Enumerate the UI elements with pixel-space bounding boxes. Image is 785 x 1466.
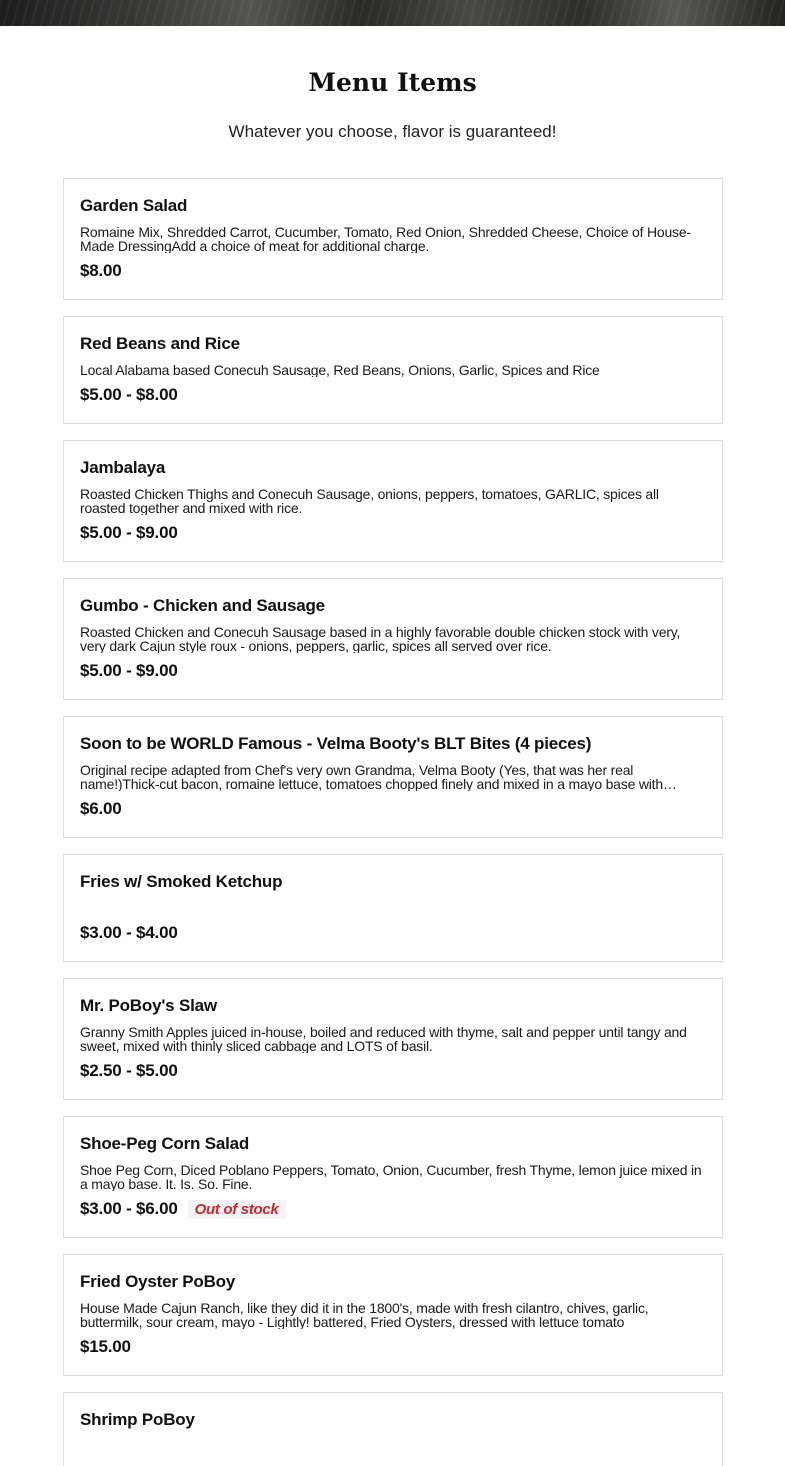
menu-item-card[interactable] [63,1116,723,1238]
menu-item-name[interactable]: Red Beans and Rice [80,334,240,353]
menu-item-card[interactable] [63,316,723,424]
menu-item-name[interactable]: Mr. PoBoy's Slaw [80,996,217,1015]
menu-item-name[interactable]: Gumbo - Chicken and Sausage [80,596,325,615]
menu-item-name[interactable]: Fried Oyster PoBoy [80,1272,236,1291]
menu-item-price: $5.00 - $9.00 [80,661,178,680]
menu-item-name[interactable]: Soon to be WORLD Famous - Velma Booty's BLT Bites (4 pieces) [80,734,592,753]
hero-banner-image [0,0,785,26]
page-title: Menu Items [308,68,477,97]
menu-item-name[interactable]: Fries w/ Smoked Ketchup [80,872,283,891]
menu-item-description: Original recipe adapted from Chef's very own Grandma, Velma Booty (Yes, that was her real name!)Thick-cut bacon, romaine lettuce, tomatoes chopped finely and mixed in a mayo base with… [80,763,677,791]
menu-item-card[interactable] [63,716,723,838]
price-row [80,1199,706,1219]
price-row [80,799,706,819]
menu-item-description [80,901,706,915]
menu-item-price: $3.00 - $4.00 [80,923,178,942]
menu-item-description: Shoe Peg Corn, Diced Poblano Peppers, Tomato, Onion, Cucumber, fresh Thyme, lemon juice mixed in a mayo base. It. Is. So. Fine. [80,1163,702,1191]
menu-item-card[interactable] [63,854,723,962]
price-row [80,661,706,681]
page-subtitle: Whatever you choose, flavor is guaranteed! [228,122,557,141]
out-of-stock-badge: Out of stock [188,1200,286,1219]
price-row [80,1337,706,1357]
menu-item-card[interactable] [63,1254,723,1376]
price-row [80,923,706,943]
menu-item-card[interactable] [63,178,723,300]
menu-item-description: Roasted Chicken Thighs and Conecuh Sausage, onions, peppers, tomatoes, GARLIC, spices all roasted together and mixed with rice. [80,487,659,515]
menu-item-description: Local Alabama based Conecuh Sausage, Red Beans, Onions, Garlic, Spices and Rice [80,363,600,377]
menu-item-card[interactable] [63,440,723,562]
menu-item-card[interactable] [63,1392,723,1466]
menu-item-description: Granny Smith Apples juiced in-house, boiled and reduced with thyme, salt and pepper until tangy and sweet, mixed with thinly sliced cabbage and LOTS of basil. [80,1025,687,1053]
menu-item-description: Romaine Mix, Shredded Carrot, Cucumber, Tomato, Red Onion, Shredded Cheese, Choice of House-Made DressingAdd a choice of meat for additional charge. [80,225,691,253]
menu-item-card[interactable] [63,978,723,1100]
menu-item-price: $6.00 [80,799,122,818]
menu-item-price: $15.00 [80,1337,131,1356]
menu-item-description [80,1439,706,1453]
menu-item-name[interactable]: Shrimp PoBoy [80,1410,195,1429]
price-row [80,385,706,405]
menu-item-description: House Made Cajun Ranch, like they did it in the 1800's, made with fresh cilantro, chives, garlic, buttermilk, sour cream, mayo - Lightly! battered, Fried Oysters, dressed with lettuce tomato [80,1301,649,1329]
menu-item-price: $2.50 - $5.00 [80,1061,178,1080]
price-row [80,261,706,281]
menu-item-name[interactable]: Garden Salad [80,196,188,215]
menu-item-price: $5.00 - $8.00 [80,385,178,404]
menu-item-card[interactable] [63,578,723,700]
menu-item-name[interactable]: Shoe-Peg Corn Salad [80,1134,250,1153]
menu-item-description: Roasted Chicken and Conecuh Sausage based in a highly favorable double chicken stock with very, very dark Cajun style roux - onions, peppers, garlic, spices all served over rice. [80,625,681,653]
menu-item-price: $8.00 [80,261,122,280]
price-row [80,523,706,543]
menu-item-price: $5.00 - $9.00 [80,523,178,542]
menu-item-price: $3.00 - $6.00 [80,1199,178,1218]
menu-item-name[interactable]: Jambalaya [80,458,166,477]
price-row [80,1061,706,1081]
menu-item-list [63,178,723,1466]
